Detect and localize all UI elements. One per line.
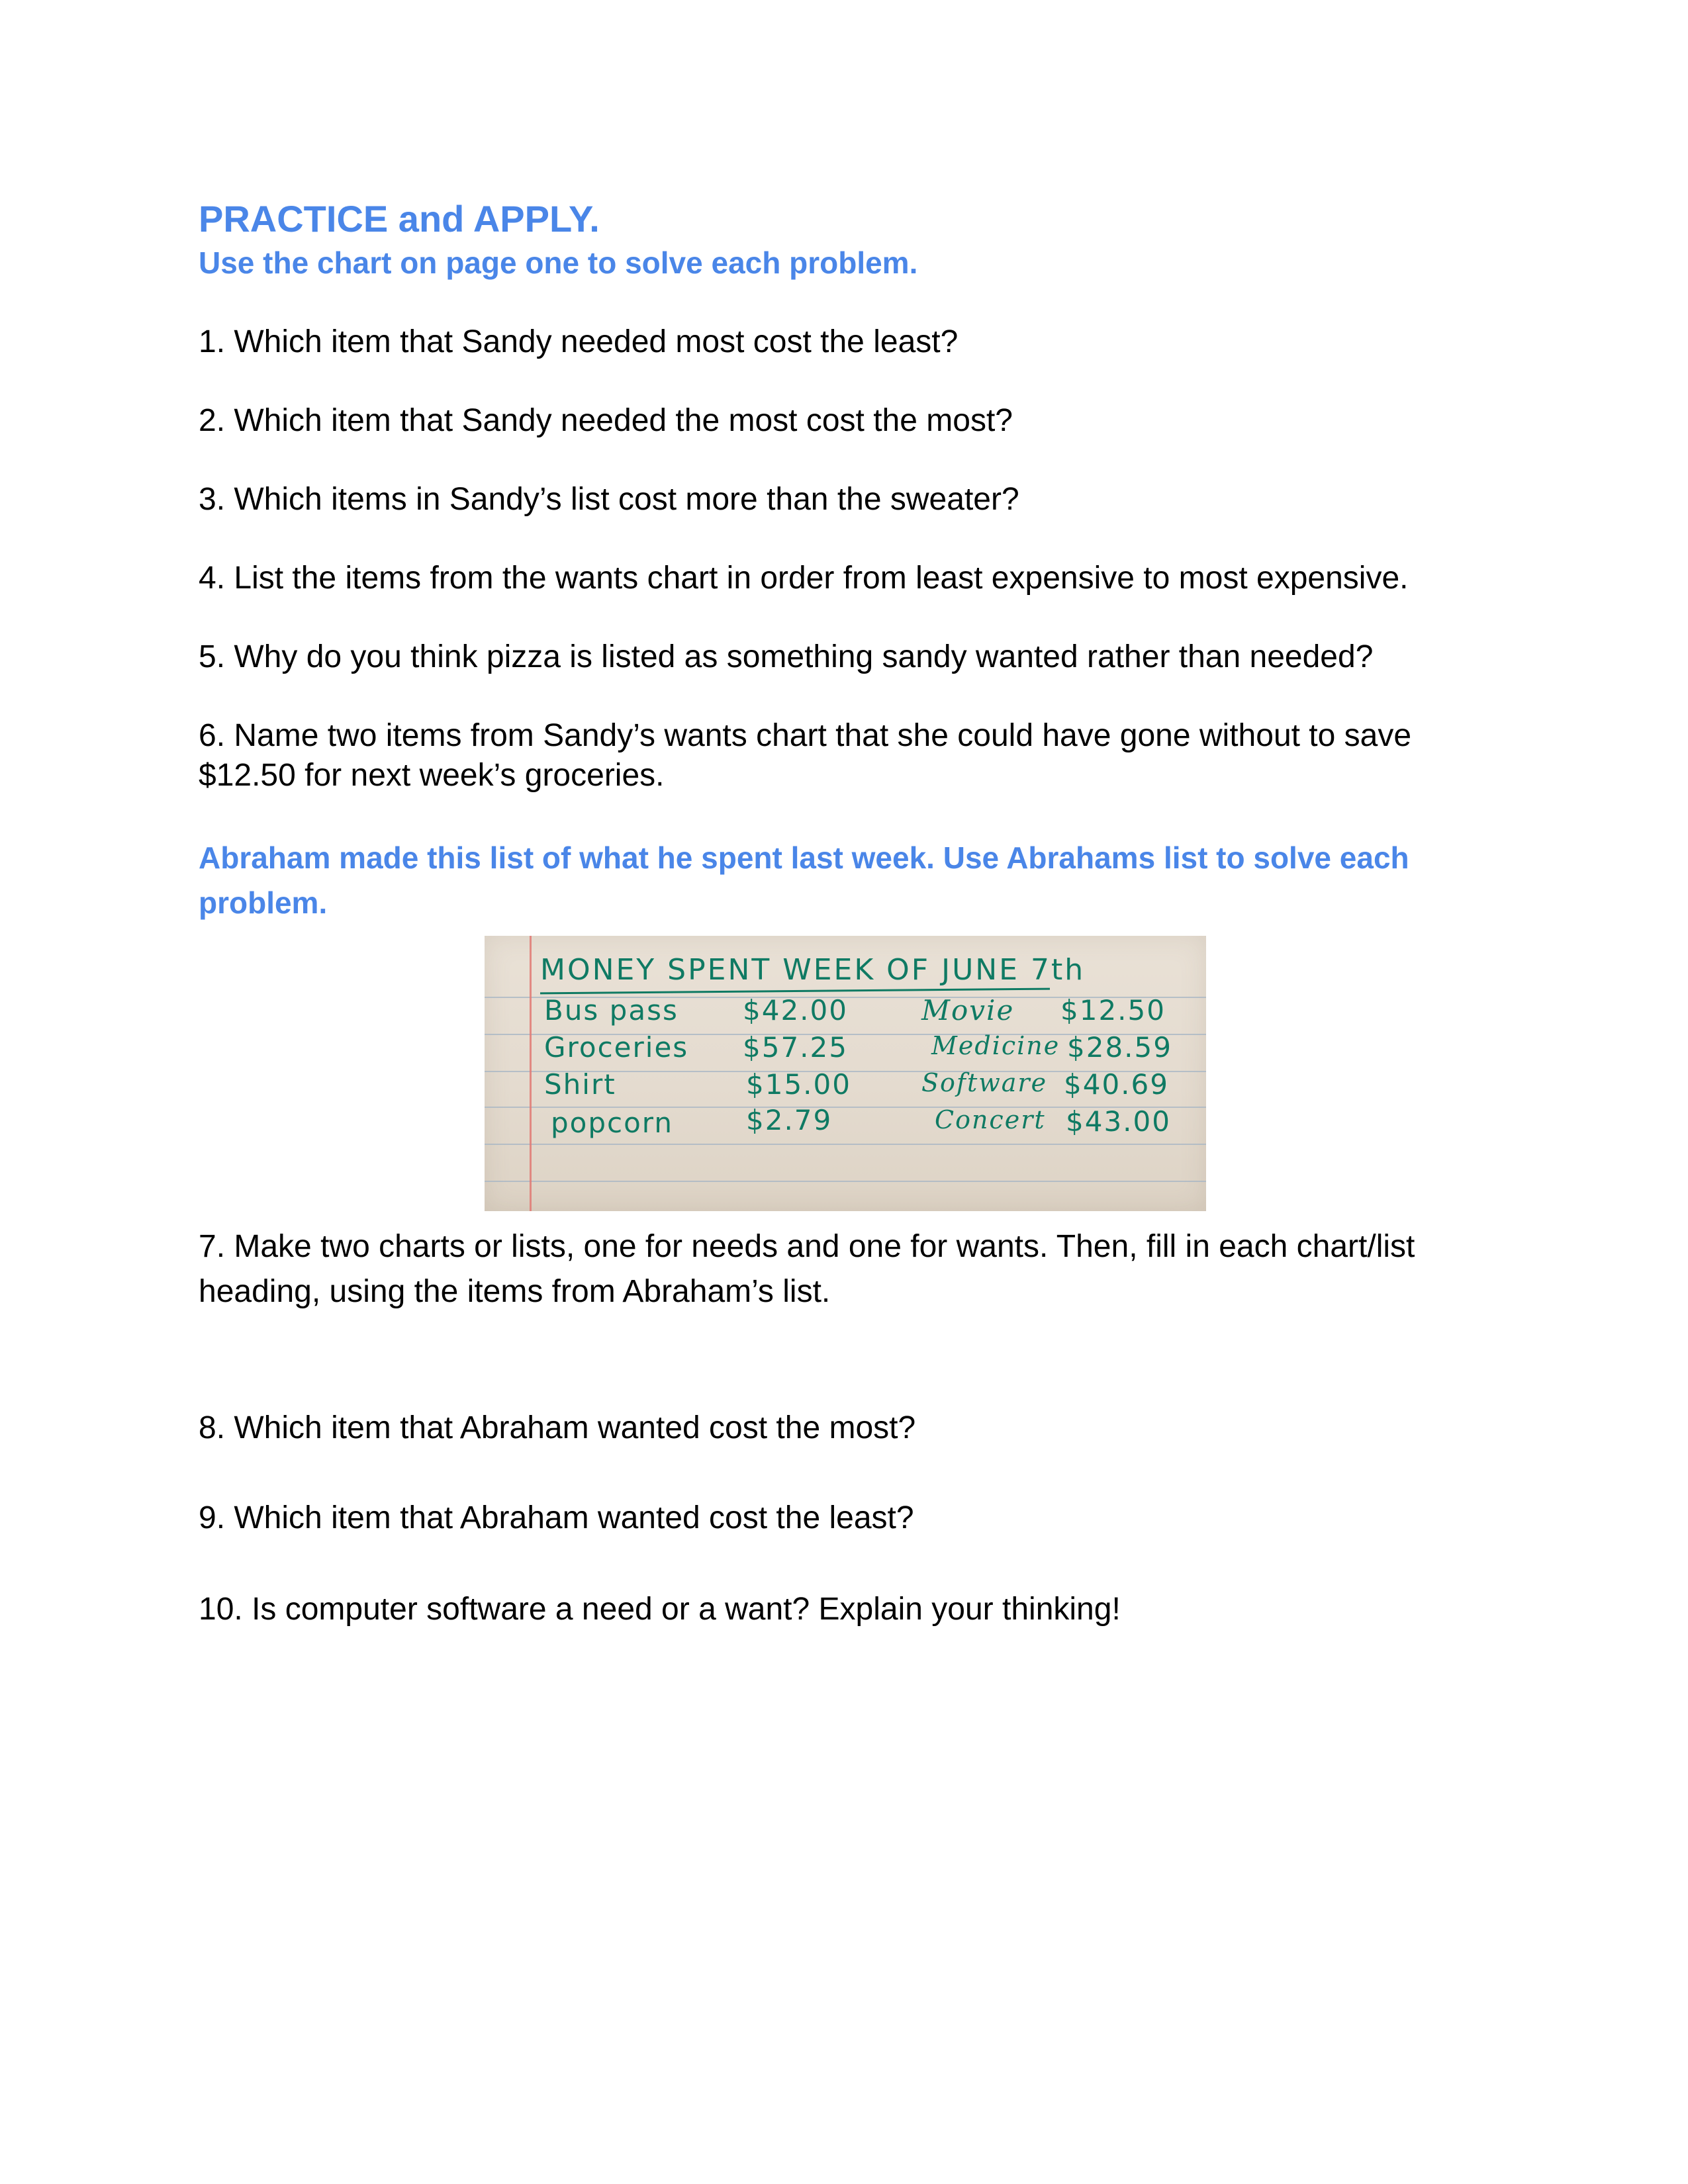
list-item-amount: $42.00 xyxy=(743,994,848,1026)
list-item-amount: $57.25 xyxy=(743,1031,848,1064)
section-title: PRACTICE and APPLY. xyxy=(199,198,600,240)
list-item-name: Concert xyxy=(935,1105,1046,1134)
question-1: 1. Which item that Sandy needed most cost the least? xyxy=(199,324,959,359)
list-item-name: popcorn xyxy=(551,1107,673,1139)
list-item-name: Movie xyxy=(921,994,1015,1026)
question-6: 6. Name two items from Sandy’s wants chart that she could have gone without to save $12.50 for next week’s groceries. xyxy=(199,718,1412,793)
abraham-spending-list-photo xyxy=(485,936,1206,1211)
question-9: 9. Which item that Abraham wanted cost the least? xyxy=(199,1500,914,1535)
question-8: 8. Which item that Abraham wanted cost the most? xyxy=(199,1410,916,1445)
list-item-name: Medicine xyxy=(931,1031,1060,1060)
question-10: 10. Is computer software a need or a want? Explain your thinking! xyxy=(199,1592,1121,1627)
question-2: 2. Which item that Sandy needed the most cost the most? xyxy=(199,403,1013,438)
abraham-instructions: Abraham made this list of what he spent last week. Use Abrahams list to solve each problem. xyxy=(199,841,1409,920)
question-3: 3. Which items in Sandy’s list cost more than the sweater? xyxy=(199,482,1019,517)
question-5: 5. Why do you think pizza is listed as something sandy wanted rather than needed? xyxy=(199,639,1374,674)
spending-list-title: MONEY SPENT WEEK OF JUNE 7th xyxy=(540,953,1086,987)
notebook-margin-line xyxy=(530,936,532,1211)
title-underline xyxy=(540,988,1050,995)
section-instructions: Use the chart on page one to solve each problem. xyxy=(199,246,918,280)
list-item-amount: $43.00 xyxy=(1066,1105,1171,1138)
list-item-amount: $2.79 xyxy=(746,1104,833,1136)
list-item-amount: $28.59 xyxy=(1067,1031,1172,1064)
list-item-amount: $15.00 xyxy=(746,1068,851,1101)
list-item-amount: $40.69 xyxy=(1064,1068,1169,1101)
list-item-amount: $12.50 xyxy=(1060,994,1166,1026)
question-4: 4. List the items from the wants chart in order from least expensive to most expensive. xyxy=(199,561,1409,596)
question-7: 7. Make two charts or lists, one for needs and one for wants. Then, fill in each chart/list heading, using the items from Abraham’s list. xyxy=(199,1229,1415,1309)
list-item-name: Software xyxy=(921,1068,1048,1097)
list-item-name: Shirt xyxy=(544,1068,616,1101)
list-item-name: Bus pass xyxy=(544,994,679,1026)
list-item-name: Groceries xyxy=(544,1031,689,1064)
